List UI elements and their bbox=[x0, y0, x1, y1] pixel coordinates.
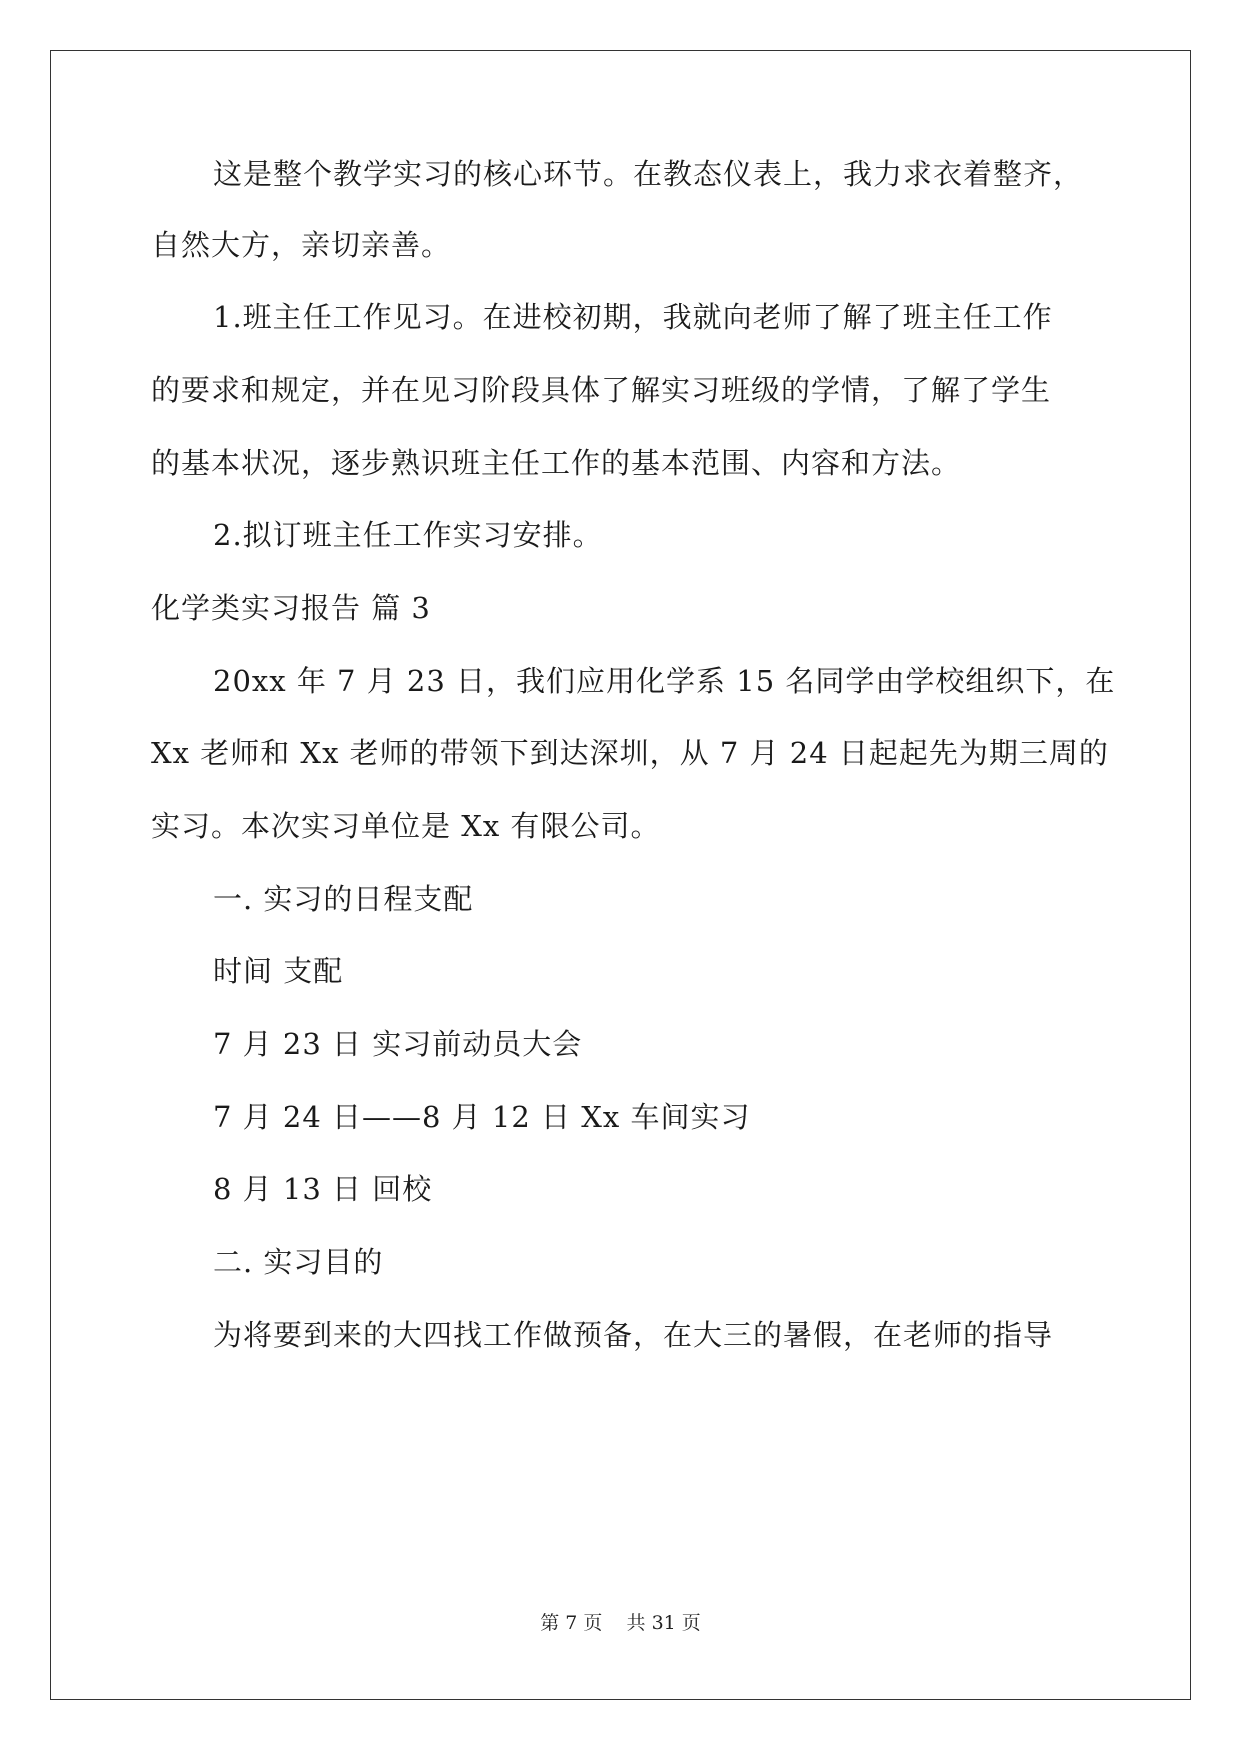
paragraph-line: 1.班主任工作见习。在进校初期，我就向老师了解了班主任工作 bbox=[213, 300, 1053, 334]
page-number-footer: 第 7 页 共 31 页 bbox=[540, 1612, 701, 1634]
schedule-row: 8 月 13 日 回校 bbox=[213, 1172, 433, 1206]
schedule-row: 7 月 24 日——8 月 12 日 Xx 车间实习 bbox=[213, 1100, 751, 1134]
paragraph-line: 20xx 年 7 月 23 日，我们应用化学系 15 名同学由学校组织下，在 bbox=[213, 664, 1116, 698]
paragraph-line: 这是整个教学实习的核心环节。在教态仪表上，我力求衣着整齐， bbox=[213, 157, 1084, 191]
paragraph-line: 自然大方，亲切亲善。 bbox=[151, 228, 452, 262]
paragraph-line: Xx 老师和 Xx 老师的带领下到达深圳，从 7 月 24 日起起先为期三周的 bbox=[151, 736, 1109, 770]
paragraph-line: 实习。本次实习单位是 Xx 有限公司。 bbox=[151, 809, 661, 843]
paragraph-line: 的基本状况，逐步熟识班主任工作的基本范围、内容和方法。 bbox=[151, 446, 962, 480]
section-heading: 化学类实习报告 篇 3 bbox=[151, 591, 431, 625]
subsection-heading: 一. 实习的日程支配 bbox=[213, 882, 474, 916]
schedule-row: 7 月 23 日 实习前动员大会 bbox=[213, 1027, 583, 1061]
subsection-heading: 二. 实习目的 bbox=[213, 1245, 384, 1279]
paragraph-line: 的要求和规定，并在见习阶段具体了解实习班级的学情，了解了学生 bbox=[151, 373, 1052, 407]
paragraph-line: 为将要到来的大四找工作做预备，在大三的暑假，在老师的指导 bbox=[213, 1318, 1054, 1352]
paragraph-line: 2.拟订班主任工作实习安排。 bbox=[213, 518, 603, 552]
schedule-header: 时间 支配 bbox=[213, 954, 344, 988]
